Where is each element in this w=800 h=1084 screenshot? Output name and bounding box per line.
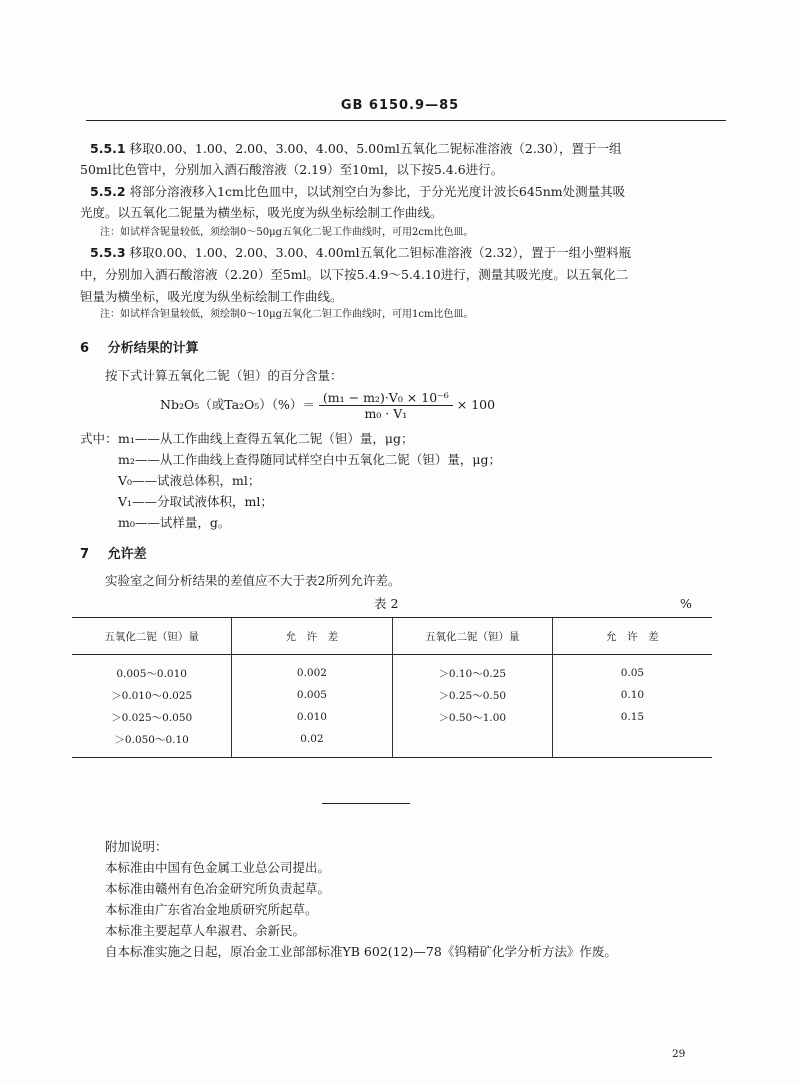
additional-line: 自本标准实施之日起，原冶金工业部部标准YB 602(12)—78《钨精矿化学分析方法》作废。 xyxy=(105,944,617,959)
table-cell xyxy=(552,728,712,758)
table-cell: ＞0.10～0.25 xyxy=(392,655,552,685)
additional-line: 本标准由中国有色金属工业总公司提出。 xyxy=(105,860,331,875)
table-cell: ＞0.025～0.050 xyxy=(111,711,193,724)
section-6-heading xyxy=(80,337,199,356)
paragraph-line: 移取0.00、1.00、2.00、3.00、4.00、5.00ml五氧化二铌标准溶液（2.30），置于一组 xyxy=(129,141,622,156)
paragraph-line: 将部分溶液移入1cm比色皿中，以试剂空白为参比，于分光光度计波长645nm处测量其吸 xyxy=(129,184,626,199)
table-cell: 0.02 xyxy=(232,728,392,758)
allowance-table xyxy=(72,617,712,758)
section-number: 5.5.1 xyxy=(90,141,126,156)
page-number: 29 xyxy=(672,1048,686,1060)
paragraph-line: 实验室之间分析结果的差值应不大于表2所列允许差。 xyxy=(105,573,401,588)
paragraph-line: 中，分别加入酒石酸溶液（2.20）至5ml。以下按5.4.9～5.4.10进行，测量其吸光度。以五氧化二 xyxy=(80,267,629,282)
formula-fraction xyxy=(319,390,453,421)
section-5-5-2 xyxy=(90,181,625,202)
table-header-row xyxy=(72,618,712,655)
table-caption: 表 2 xyxy=(374,596,399,611)
table-unit: % xyxy=(680,596,692,611)
variable-definition: V₁——分取试液体积，ml； xyxy=(118,494,273,509)
table-row xyxy=(72,655,712,685)
section-title: 分析结果的计算 xyxy=(107,341,199,356)
column-header: 五氧化二铌（钽）量 xyxy=(392,618,552,655)
variable-definition: m₂——从工作曲线上查得随同试样空白中五氧化二铌（钽）量，μg； xyxy=(118,452,501,467)
table-cell: 0.10 xyxy=(552,684,712,706)
column-header: 五氧化二铌（钽）量 xyxy=(72,618,232,655)
variable-definition: m₀——试样量，g。 xyxy=(118,515,231,530)
paragraph-line: 按下式计算五氧化二铌（钽）的百分含量： xyxy=(105,368,343,383)
table-cell: ＞0.50～1.00 xyxy=(392,706,552,728)
table-cell: 0.002 xyxy=(232,655,392,685)
table-cell xyxy=(392,728,552,758)
note: 注：如试样含铌量较低，须绘制0～50μg五氧化二铌工作曲线时，可用2cm比色皿。 xyxy=(100,227,474,238)
paragraph-line: 钽量为横坐标，吸光度为纵坐标绘制工作曲线。 xyxy=(80,289,343,304)
formula-tail: × 100 xyxy=(456,397,496,412)
table-cell: ＞0.010～0.025 xyxy=(111,689,193,702)
standard-header: GB 6150.9—85 xyxy=(340,98,460,113)
formula xyxy=(160,390,495,421)
note: 注：如试样含钽量较低，须绘制0～10μg五氧化二钽工作曲线时，可用1cm比色皿。 xyxy=(100,309,474,320)
end-separator xyxy=(322,803,410,804)
table-row xyxy=(72,728,712,758)
paragraph-line: 50ml比色管中，分别加入酒石酸溶液（2.19）至10ml，以下按5.4.6进行。 xyxy=(80,162,504,177)
formula-lhs: Nb₂O₅（或Ta₂O₅）（%）＝ xyxy=(160,397,315,412)
table-cell: ＞0.25～0.50 xyxy=(392,684,552,706)
table-cell: 0.05 xyxy=(552,655,712,685)
table-cell: 0.010 xyxy=(232,706,392,728)
paragraph-line: 移取0.00、1.00、2.00、3.00、4.00ml五氧化二钽标准溶液（2.32），置于一组小塑料瓶 xyxy=(129,245,632,260)
section-number: 6 xyxy=(80,341,90,356)
formula-numerator: (m₁ − m₂)·V₀ × 10⁻⁶ xyxy=(319,390,453,406)
column-header: 允 许 差 xyxy=(232,618,392,655)
additional-line: 本标准由广东省冶金地质研究所起草。 xyxy=(105,902,318,917)
section-number: 5.5.2 xyxy=(90,184,126,199)
section-5-5-1 xyxy=(90,138,622,159)
section-7-heading xyxy=(80,543,147,562)
variable-definition: m₁——从工作曲线上查得五氧化二铌（钽）量，μg； xyxy=(118,431,414,446)
column-header: 允 许 差 xyxy=(552,618,712,655)
table-cell: ＞0.050～0.10 xyxy=(72,728,232,758)
where-label: 式中： xyxy=(80,431,118,446)
formula-denominator: m₀ · V₁ xyxy=(364,406,408,421)
header-rule xyxy=(86,120,726,121)
table-cell: 0.005～0.010 xyxy=(116,667,187,680)
table-row xyxy=(72,684,712,706)
variable-definition: V₀——试液总体积，ml； xyxy=(118,473,261,488)
section-5-5-3 xyxy=(90,242,631,263)
section-title: 允许差 xyxy=(107,547,147,562)
additional-line: 本标准主要起草人牟淑君、余新民。 xyxy=(105,923,306,938)
table-cell: 0.15 xyxy=(552,706,712,728)
section-number: 7 xyxy=(80,547,90,562)
paragraph-line: 光度。以五氧化二铌量为横坐标，吸光度为纵坐标绘制工作曲线。 xyxy=(80,205,443,220)
section-number: 5.5.3 xyxy=(90,245,126,260)
additional-title: 附加说明： xyxy=(105,839,168,854)
additional-line: 本标准由赣州有色冶金研究所负责起草。 xyxy=(105,881,331,896)
table-cell: 0.005 xyxy=(232,684,392,706)
table-row xyxy=(72,706,712,728)
